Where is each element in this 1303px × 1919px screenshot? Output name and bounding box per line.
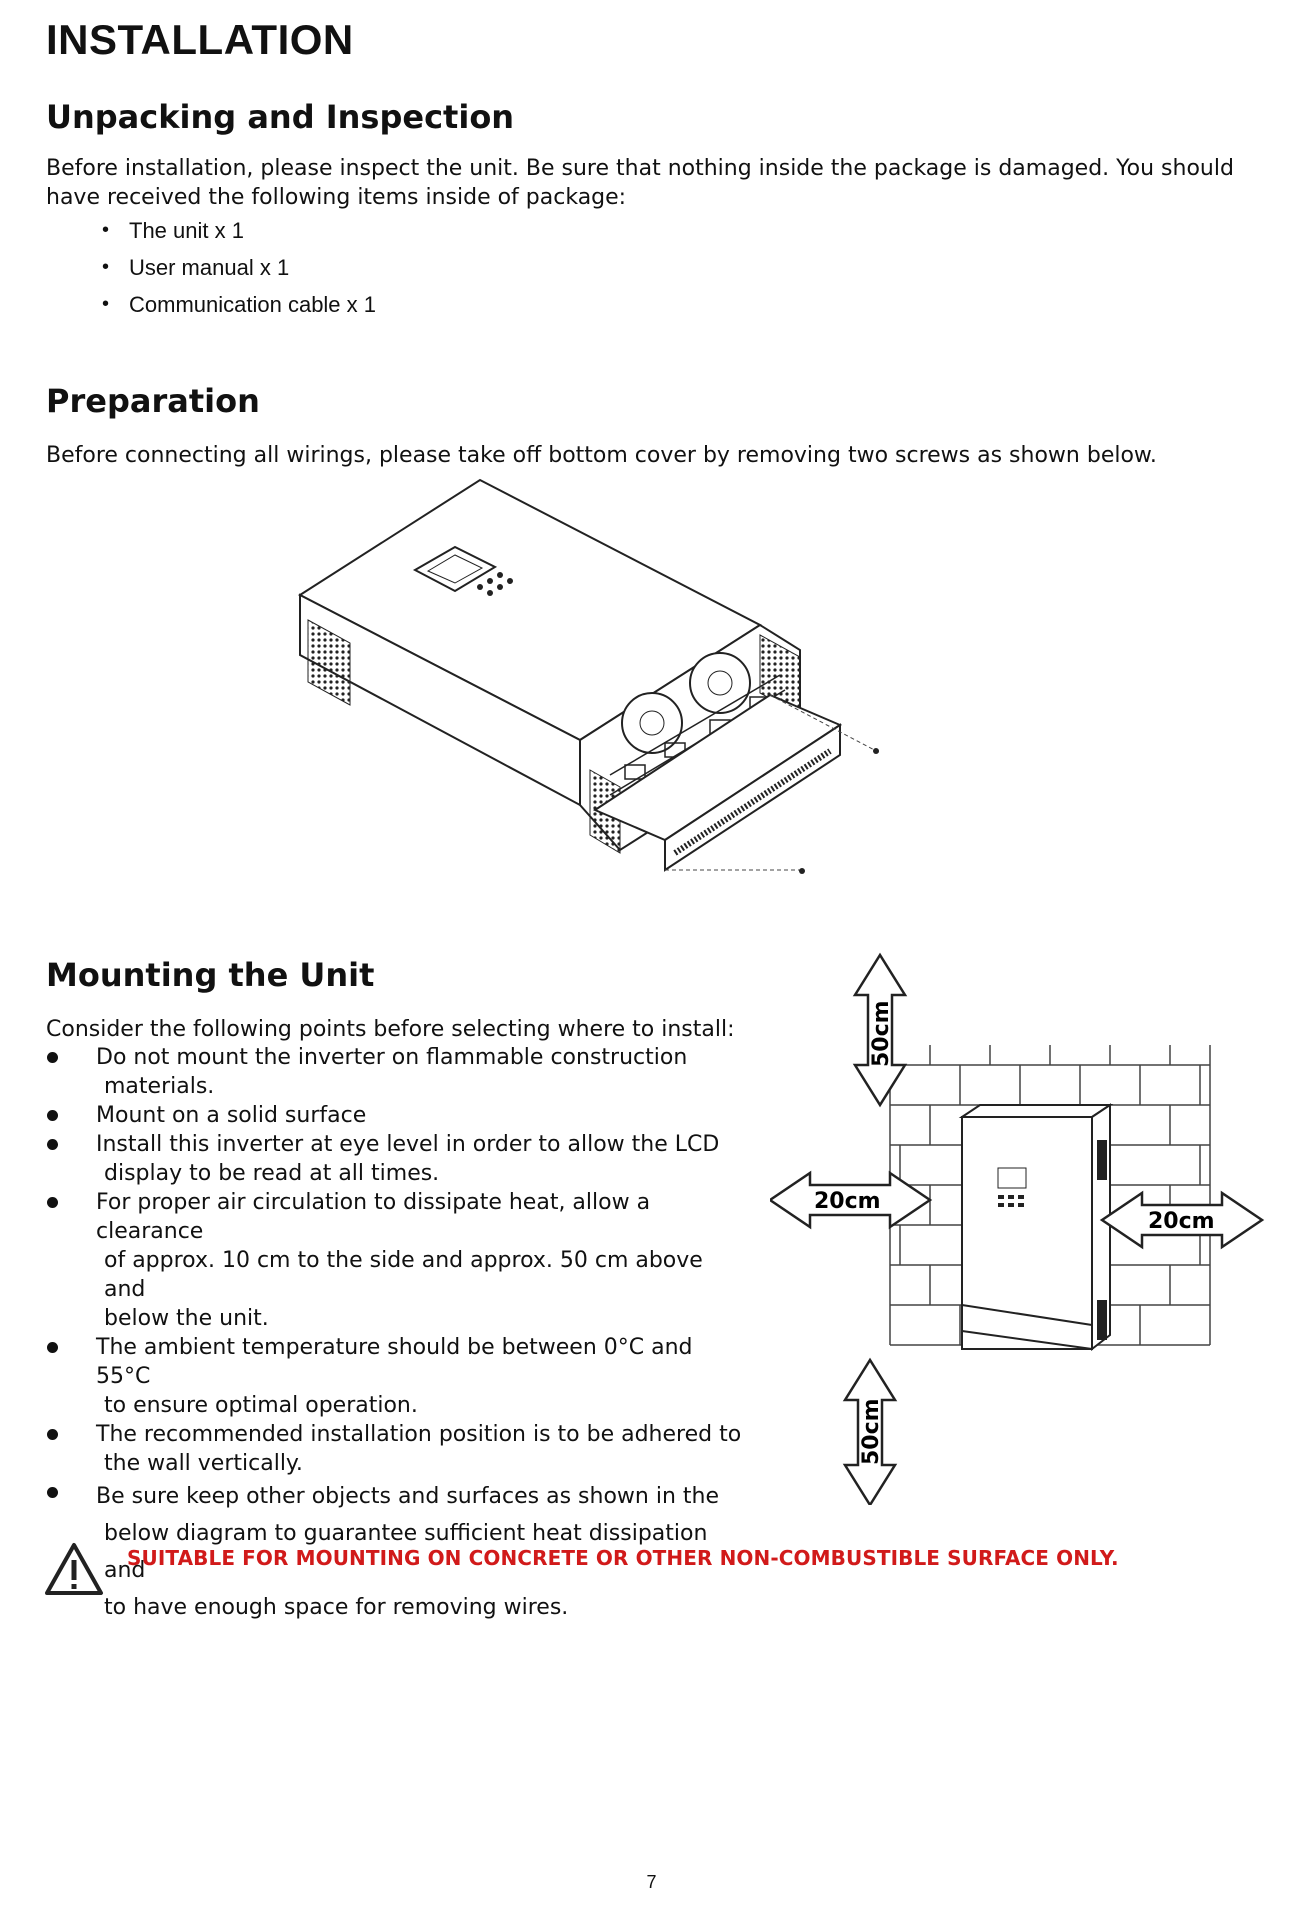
point-text-cont: display to be read at all times. [104, 1161, 440, 1186]
unpacking-intro [46, 154, 1266, 212]
list-item: • User manual x 1 [46, 249, 376, 286]
section-heading-mounting: Mounting the Unit [46, 956, 375, 994]
list-item [46, 1333, 746, 1420]
right-clearance-label: 20cm [1148, 1209, 1215, 1234]
right-clearance-arrow [1102, 1193, 1262, 1247]
point-text: Be sure keep other objects and surfaces as shown in the [96, 1484, 719, 1509]
list-item [46, 1101, 746, 1130]
point-text-cont: to have enough space for removing wires. [104, 1595, 569, 1620]
point-text: The recommended installation position is to be adhered to [96, 1422, 742, 1447]
bottom-clearance-arrow [845, 1360, 895, 1505]
inverter-unit [962, 1105, 1110, 1349]
point-text-cont: of approx. 10 cm to the side and approx. 50 cm above and [104, 1248, 703, 1302]
list-item: • The unit x 1 [46, 212, 376, 249]
point-text: Install this inverter at eye level in order to allow the LCD [96, 1132, 720, 1157]
point-text-cont: below diagram to guarantee sufficient heat dissipation and [104, 1521, 708, 1583]
point-text: Do not mount the inverter on flammable construction [96, 1045, 688, 1070]
warning-text: SUITABLE FOR MOUNTING ON CONCRETE OR OTHER NON-COMBUSTIBLE SURFACE ONLY. [127, 1546, 1119, 1570]
left-clearance-label: 20cm [814, 1189, 881, 1214]
point-text: Mount on a solid surface [96, 1103, 367, 1128]
point-text: The ambient temperature should be between 0°C and 55°C [96, 1335, 693, 1389]
point-text-cont: below the unit. [104, 1306, 269, 1331]
bottom-clearance-label: 50cm [859, 1398, 884, 1465]
left-clearance-arrow [770, 1173, 930, 1227]
cover-removal-illustration [280, 475, 980, 890]
package-items-list [46, 212, 376, 323]
section-heading-preparation: Preparation [46, 382, 260, 420]
point-text: For proper air circulation to dissipate heat, allow a clearance [96, 1190, 651, 1244]
list-item [46, 1420, 746, 1478]
section-heading-unpacking: Unpacking and Inspection [46, 98, 515, 136]
top-clearance-label: 50cm [869, 1000, 894, 1067]
list-item [46, 1130, 746, 1188]
point-text-cont: materials. [104, 1074, 215, 1099]
list-item: • Communication cable x 1 [46, 286, 376, 323]
page-title: INSTALLATION [46, 16, 354, 63]
top-clearance-arrow [855, 955, 905, 1105]
mounting-clearance-diagram [770, 945, 1270, 1505]
warning-triangle-icon [44, 1542, 104, 1596]
point-text-cont: the wall vertically. [104, 1451, 303, 1476]
list-item [46, 1188, 746, 1333]
mounting-intro: Consider the following points before selecting where to install: [46, 1017, 735, 1042]
unpacking-intro-line2: have received the following items inside of package: [46, 185, 627, 210]
unpacking-intro-line1: Before installation, please inspect the unit. Be sure that nothing inside the package is damaged. You should [46, 156, 1234, 181]
point-text-cont: to ensure optimal operation. [104, 1393, 418, 1418]
mounting-points-list [46, 1043, 746, 1626]
page-number: 7 [646, 1872, 657, 1892]
list-item [46, 1043, 746, 1101]
preparation-text: Before connecting all wirings, please take off bottom cover by removing two screws as shown below. [46, 443, 1157, 468]
